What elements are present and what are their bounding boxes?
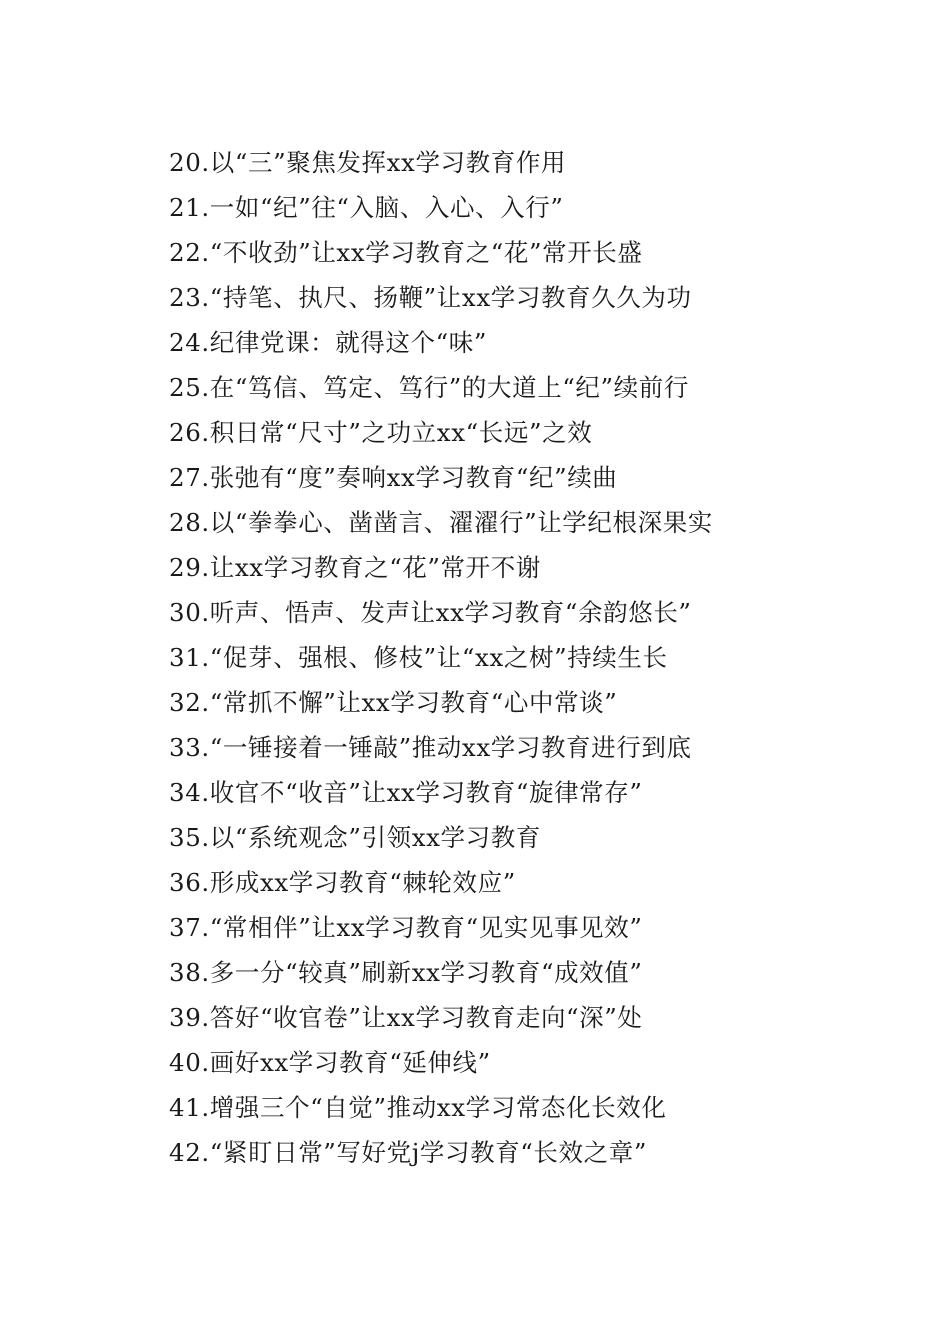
list-item: 26.积日常“尺寸”之功立xx“长远”之效 bbox=[169, 418, 593, 447]
list-item: 30.听声、悟声、发声让xx学习教育“余韵悠长” bbox=[169, 598, 692, 627]
list-item: 22.“不收劲”让xx学习教育之“花”常开长盛 bbox=[169, 238, 643, 267]
list-item: 28.以“拳拳心、凿凿言、濯濯行”让学纪根深果实 bbox=[169, 508, 713, 537]
list-item: 25.在“笃信、笃定、笃行”的大道上“纪”续前行 bbox=[169, 373, 689, 402]
list-item: 42.“紧盯日常”写好党j学习教育“长效之章” bbox=[169, 1138, 647, 1167]
list-item: 35.以“系统观念”引领xx学习教育 bbox=[169, 823, 541, 852]
list-item: 32.“常抓不懈”让xx学习教育“心中常谈” bbox=[169, 688, 618, 717]
list-item: 34.收官不“收音”让xx学习教育“旋律常存” bbox=[169, 778, 643, 807]
list-item: 36.形成xx学习教育“棘轮效应” bbox=[169, 868, 516, 897]
list-item: 38.多一分“较真”刷新xx学习教育“成效值” bbox=[169, 958, 643, 987]
list-item: 40.画好xx学习教育“延伸线” bbox=[169, 1048, 491, 1077]
list-item: 41.增强三个“自觉”推动xx学习常态化长效化 bbox=[169, 1093, 667, 1122]
list-item: 20.以“三”聚焦发挥xx学习教育作用 bbox=[169, 148, 567, 177]
list-item: 39.答好“收官卷”让xx学习教育走向“深”处 bbox=[169, 1003, 643, 1032]
list-item: 37.“常相伴”让xx学习教育“见实见事见效” bbox=[169, 913, 643, 942]
list-item: 23.“持笔、执尺、扬鞭”让xx学习教育久久为功 bbox=[169, 283, 692, 312]
list-item: 31.“促芽、强根、修枝”让“xx之树”持续生长 bbox=[169, 643, 668, 672]
list-item: 29.让xx学习教育之“花”常开不谢 bbox=[169, 553, 541, 582]
list-item: 21.一如“纪”往“入脑、入心、入行” bbox=[169, 193, 564, 222]
list-item: 33.“一锤接着一锤敲”推动xx学习教育进行到底 bbox=[169, 733, 692, 762]
list-item: 27.张弛有“度”奏响xx学习教育“纪”续曲 bbox=[169, 463, 618, 492]
list-item: 24.纪律党课：就得这个“味” bbox=[169, 328, 488, 357]
title-list bbox=[169, 140, 909, 1175]
